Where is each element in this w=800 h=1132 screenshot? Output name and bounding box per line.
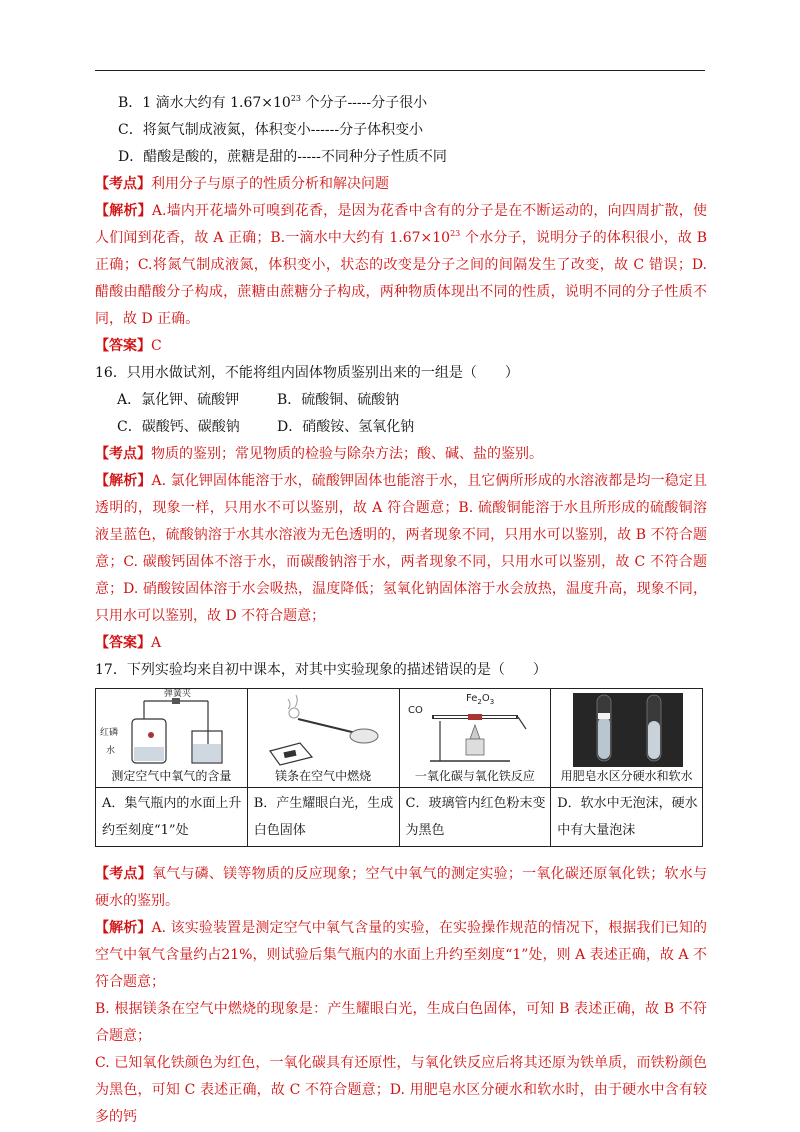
caption-co: 一氧化碳与氧化铁反应: [414, 769, 535, 783]
caption-water: 用肥皂水区分硬水和软水: [560, 769, 693, 783]
label-co: CO: [407, 705, 423, 716]
experiment-image-water: [551, 689, 703, 788]
q17-option-c: C．玻璃管内红色粉末变为黑色: [399, 788, 551, 847]
magnesium-burning-icon: [248, 689, 398, 769]
q15-option-d: D．醋酸是酸的，蔗糖是甜的-----不同种分子性质不同: [118, 149, 447, 165]
q16-option-c: C．碳酸钙、碳酸钠: [117, 419, 240, 435]
q17-option-b: B．产生耀眼白光，生成白色固体: [247, 788, 399, 847]
q16-option-a: A．氯化钾、硫酸钾: [117, 392, 240, 408]
experiment-image-co: [399, 689, 551, 788]
label-red-phosphorus: 红磷: [100, 728, 119, 738]
q15-answer: 【答案】C: [95, 338, 162, 354]
q17-kaodian: 【考点】氧气与磷、镁等物质的反应现象；空气中氧气的测定实验；一氧化碳还原氧化铁；软水与硬水的鉴别。: [95, 866, 707, 909]
q15-jiexi: 【解析】A.墙内开花墙外可嗅到花香，是因为花香中含有的分子是在不断运动的，向四周扩散，使人们闻到花香，故 A 正确；B.一滴水中大约有 $1.67\times 10^{23}$ 个水分子，说明分子的体积很小，故 B 正确；C.将氮气制成液氮，体积变小，状态的改变是分子之间的间隔发生了改变，故 C 错误；D. 醋酸由醋酸分子构成，蔗糖由蔗糖分子构成，两种物质体现出不同的性质，说明不同的分子性质不同，故 D 正确。: [95, 203, 708, 327]
q17-option-a: A．集气瓶内的水面上升约至刻度“1”处: [96, 788, 248, 847]
test-tubes-photo: [551, 689, 701, 769]
q16-stem: 16．只用水做试剂，不能将组内固体物质鉴别出来的一组是（ ）: [95, 365, 519, 381]
q16-kaodian: 【考点】物质的鉴别；常见物质的检验与除杂方法；酸、碱、盐的鉴别。: [95, 446, 543, 462]
q17-jiexi-a: 【解析】A. 该实验装置是测定空气中氧气含量的实验，在实验操作规范的情况下，根据我们已知的空气中氧气含量约占21%，则试验后集气瓶内的水面上升约至刻度“1”处，则 A 表述正确，故 A 不符合题意；: [95, 920, 708, 990]
label-fe2o3: $Fe_2O_3$: [465, 693, 494, 706]
q17-stem: 17．下列实验均来自初中课本，对其中实验现象的描述错误的是（ ）: [95, 662, 547, 678]
caption-magnesium: 镁条在空气中燃烧: [275, 769, 372, 783]
co-reduction-icon: [400, 689, 550, 769]
q16-answer: 【答案】A: [95, 635, 162, 651]
q15-kaodian: 【考点】利用分子与原子的性质分析和解决问题: [95, 176, 389, 192]
q15-option-c: C．将氮气制成液氮，体积变小------分子体积变小: [118, 122, 424, 138]
caption-oxygen: 测定空气中氧气的含量: [111, 769, 232, 783]
q16-options: [95, 387, 707, 441]
q17-experiment-table: [95, 688, 703, 847]
q15-option-b: B．1 滴水大约有 $1.67\times 10^{23}$ 个分子-----分子很小: [118, 94, 428, 111]
oxygen-apparatus-icon: [96, 689, 246, 769]
q16-option-b: B．硫酸铜、硫酸钠: [277, 392, 400, 408]
q17-jiexi-b: B. 根据镁条在空气中燃烧的现象是：产生耀眼白光，生成白色固体，可知 B 表述正确，故 B 不符合题意；: [95, 1001, 707, 1044]
header-rule: [95, 70, 705, 71]
label-water: 水: [106, 746, 116, 756]
q17-jiexi-c: C. 已知氧化铁颜色为红色，一氧化碳具有还原性，与氧化铁反应后将其还原为铁单质，而铁粉颜色为黑色，可知 C 表述正确，故 C 不符合题意；D. 用肥皂水区分硬水和软水时，由于硬水中含有较多的钙: [95, 1055, 707, 1125]
page-content: [95, 80, 707, 1131]
label-spring-clip: 弹簧夹: [164, 689, 192, 699]
q16-option-d: D．硝酸铵、氢氧化钠: [277, 419, 415, 435]
experiment-image-magnesium: [247, 689, 399, 788]
q16-jiexi: 【解析】A. 氯化钾固体能溶于水，硫酸钾固体也能溶于水，且它俩所形成的水溶液都是均一稳定且透明的，现象一样，只用水不可以鉴别，故 A 符合题意；B. 硫酸铜能溶于水且所形成的硫酸铜溶液呈蓝色，硫酸钠溶于水其水溶液为无色透明的，两者现象不同，只用水可以鉴别，故 B 不符合题意；C. 碳酸钙固体不溶于水，而碳酸钠溶于水，两者现象不同，只用水可以鉴别，故 C 不符合题意；D. 硝酸铵固体溶于水会吸热，温度降低；氢氧化钠固体溶于水会放热，温度升高，现象不同，只用水可以鉴别，故 D 不符合题意；: [95, 473, 708, 624]
q17-option-d: D．软水中无泡沫，硬水中有大量泡沫: [551, 788, 703, 847]
experiment-image-oxygen: [96, 689, 248, 788]
